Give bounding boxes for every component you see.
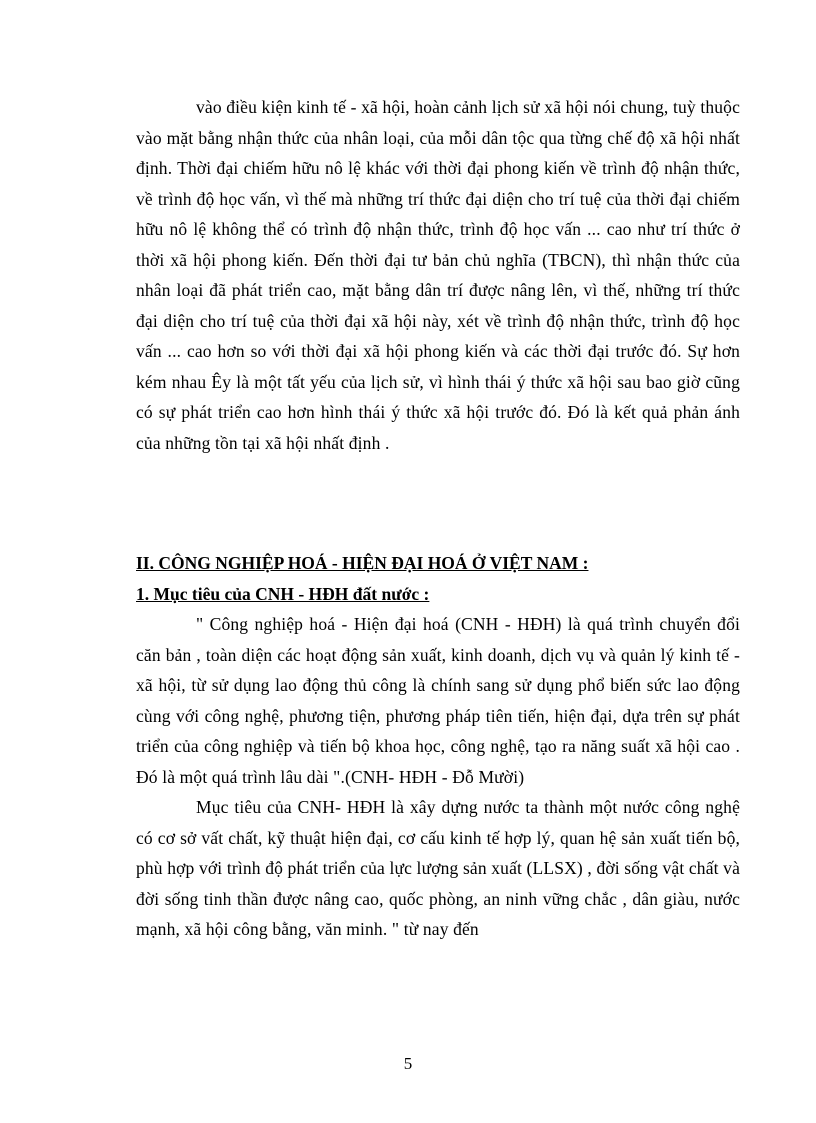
section-spacer	[136, 458, 740, 548]
paragraph-continuation: vào điều kiện kinh tế - xã hội, hoàn cảnh lịch sử xã hội nói chung, tuỳ thuộc vào mặt bằng nhận thức của nhân loại, của mỗi dân tộc qua từng chế độ xã hội nhất định. Thời đại chiếm hữu nô lệ khác với thời đại phong kiến về trình độ nhận thức, về trình độ học vấn, vì thế mà những trí thức đại diện cho trí tuệ của thời đại chiếm hữu nô lệ không thể có trình độ nhận thức, trình độ học vấn ... cao như trí thức ở thời xã hội phong kiến. Đến thời đại tư bản chủ nghĩa (TBCN), thì nhận thức của nhân loại đã phát triển cao, mặt bằng dân trí được nâng lên, vì thế, những trí thức đại diện cho trí tuệ của thời đại xã hội này, xét về trình độ nhận thức, trình độ học vấn ... cao hơn so với thời đại xã hội phong kiến và các thời đại trước đó. Sự hơn kém nhau Êy là một tất yếu của lịch sử, vì hình thái ý thức xã hội sau bao giờ cũng có sự phát triển cao hơn hình thái ý thức xã hội trước đó. Đó là kết quả phản ánh của những tồn tại xã hội nhất định .	[136, 97, 740, 453]
paragraph-goals: Mục tiêu của CNH- HĐH là xây dựng nước ta thành một nước công nghệ có cơ sở vất chất, kỹ thuật hiện đại, cơ cấu kinh tế hợp lý, quan hệ sản xuất tiến bộ, phù hợp với trình độ phát triển của lực lượng sản xuất (LLSX) , đời sống vật chất và đời sống tinh thần được nâng cao, quốc phòng, an ninh vững chắc , dân giàu, nước mạnh, xã hội công bằng, văn minh. " từ nay đến	[136, 797, 740, 939]
paragraph-definition: " Công nghiệp hoá - Hiện đại hoá (CNH - HĐH) là quá trình chuyển đổi căn bản , toàn diện các hoạt động sản xuất, kinh doanh, dịch vụ và quản lý kinh tế - xã hội, từ sử dụng lao động thủ công là chính sang sử dụng phổ biến sức lao động cùng với công nghệ, phương tiện, phương pháp tiên tiến, hiện đại, dựa trên sự phát triển của công nghiệp và tiến bộ khoa học, công nghệ, tạo ra năng suất xã hội cao . Đó là một quá trình lâu dài ".(CNH- HĐH - Đỗ Mười)	[136, 614, 740, 787]
document-body	[136, 92, 740, 945]
section-heading: II. CÔNG NGHIỆP HOÁ - HIỆN ĐẠI HOÁ Ở VIỆT NAM :	[136, 553, 589, 573]
subsection-heading: 1. Mục tiêu của CNH - HĐH đất nước :	[136, 583, 430, 604]
page-number: 5	[403, 1054, 413, 1073]
